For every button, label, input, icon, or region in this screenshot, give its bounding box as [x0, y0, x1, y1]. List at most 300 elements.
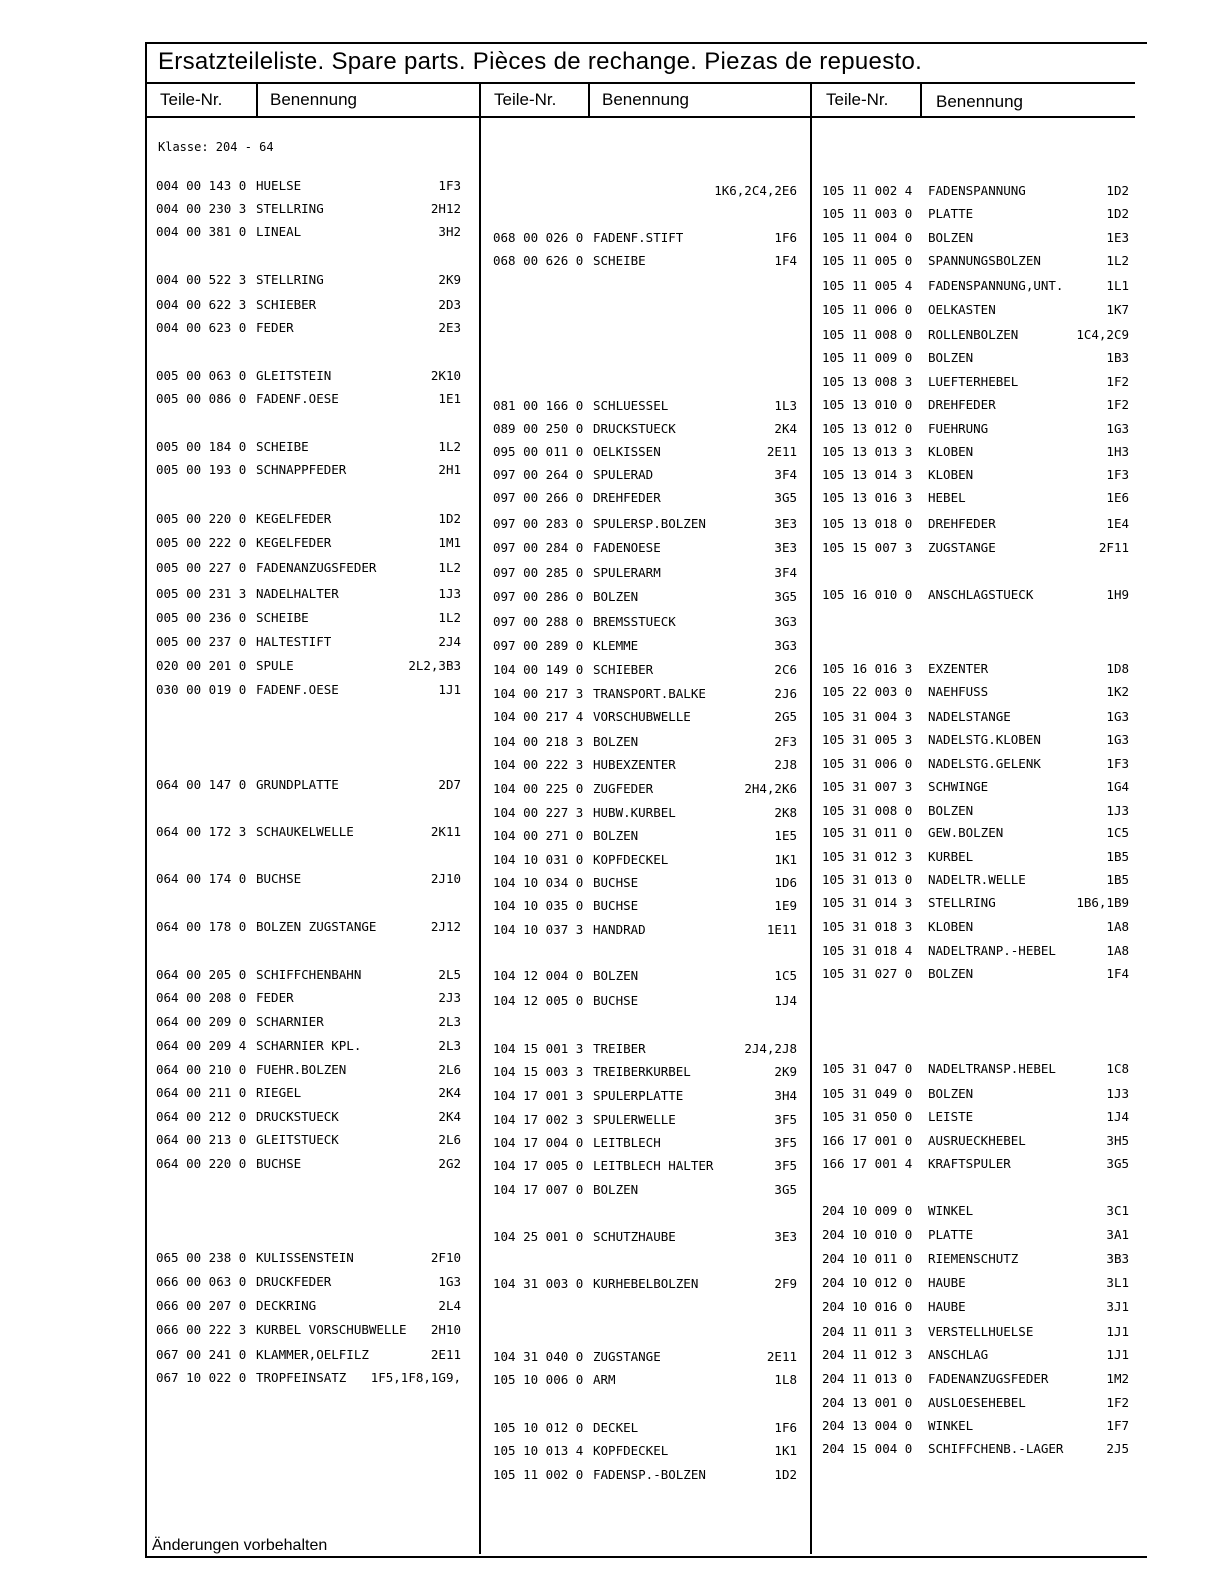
parts-column-2 [493, 0, 797, 1585]
part-name: KRAFTSPULER [928, 1156, 1011, 1171]
part-reference: 1L8 [774, 1372, 797, 1387]
part-reference: 1F7 [1106, 1418, 1129, 1433]
part-reference: 2L6 [438, 1062, 461, 1077]
part-number: 097 00 266 0 [493, 490, 584, 505]
part-name: BUCHSE [593, 993, 639, 1008]
part-number: 104 00 149 0 [493, 662, 584, 677]
part-row [822, 540, 1129, 556]
part-name: SPULERSP.BOLZEN [593, 516, 706, 531]
part-name: HALTESTIFT [256, 634, 332, 649]
part-number: 066 00 063 0 [156, 1274, 247, 1289]
part-name: FADENF.OESE [256, 682, 339, 697]
part-row [156, 658, 461, 674]
part-name: DRUCKSTUECK [593, 421, 676, 436]
part-name: LUEFTERHEBEL [928, 374, 1019, 389]
part-row [822, 1395, 1129, 1411]
part-row [493, 993, 797, 1009]
part-number: 005 00 237 0 [156, 634, 247, 649]
part-name: NADELHALTER [256, 586, 339, 601]
part-name: HEBEL [928, 490, 966, 505]
part-number: 204 15 004 0 [822, 1441, 913, 1456]
part-reference: 1F5,1F8,1G9, [370, 1370, 461, 1385]
part-reference: 2K9 [438, 272, 461, 287]
part-number: 105 10 013 4 [493, 1443, 584, 1458]
part-number: 105 11 009 0 [822, 350, 913, 365]
part-row [822, 684, 1129, 700]
part-row [493, 1276, 797, 1292]
part-name: SCHIEBER [256, 297, 317, 312]
part-reference: 3G5 [774, 589, 797, 604]
part-reference: 1L2 [1106, 253, 1129, 268]
part-number: 104 10 031 0 [493, 852, 584, 867]
part-number: 204 10 009 0 [822, 1203, 913, 1218]
part-reference: 1G3 [438, 1274, 461, 1289]
part-row [493, 638, 797, 654]
part-name: KLOBEN [928, 919, 974, 934]
part-row [156, 990, 461, 1006]
part-reference: 1C4,2C9 [1076, 327, 1129, 342]
part-number: 097 00 264 0 [493, 467, 584, 482]
part-number: 067 00 241 0 [156, 1347, 247, 1362]
part-number: 204 10 016 0 [822, 1299, 913, 1314]
part-row [822, 709, 1129, 725]
part-name: AUSLOESEHEBEL [928, 1395, 1026, 1410]
header-teile-nr-3: Teile-Nr. [826, 90, 889, 109]
part-reference: 1D6 [774, 875, 797, 890]
part-name: BOLZEN [928, 966, 974, 981]
part-number: 104 10 035 0 [493, 898, 584, 913]
part-reference: 1F4 [1106, 966, 1129, 981]
part-number: 064 00 211 0 [156, 1085, 247, 1100]
part-name: KEGELFEDER [256, 535, 332, 550]
part-reference: 2L6 [438, 1132, 461, 1147]
part-name: AUSRUECKHEBEL [928, 1133, 1026, 1148]
part-name: ARM [593, 1372, 616, 1387]
part-reference: 2H1 [438, 462, 461, 477]
part-number: 204 10 012 0 [822, 1275, 913, 1290]
part-number: 104 12 005 0 [493, 993, 584, 1008]
part-name: BUCHSE [256, 871, 302, 886]
part-reference: 2K8 [774, 805, 797, 820]
part-row [156, 439, 461, 455]
part-reference: 3G5 [1106, 1156, 1129, 1171]
part-name: RIEGEL [256, 1085, 302, 1100]
part-row [493, 1064, 797, 1080]
part-name: KLOBEN [928, 444, 974, 459]
part-row [493, 614, 797, 630]
part-row [493, 805, 797, 821]
part-row [156, 1156, 461, 1172]
part-number: 005 00 227 0 [156, 560, 247, 575]
part-row [822, 327, 1129, 343]
part-row [156, 871, 461, 887]
part-row [822, 849, 1129, 865]
part-row [822, 302, 1129, 318]
part-number: 097 00 285 0 [493, 565, 584, 580]
part-name: BUCHSE [256, 1156, 302, 1171]
header-teile-nr-1: Teile-Nr. [160, 90, 223, 109]
part-number: 004 00 623 0 [156, 320, 247, 335]
part-reference: 1J3 [1106, 803, 1129, 818]
part-reference: 1E6 [1106, 490, 1129, 505]
part-row [493, 757, 797, 773]
part-name: FUEHRUNG [928, 421, 989, 436]
part-name: DECKEL [593, 1420, 639, 1435]
part-name: KURHEBELBOLZEN [593, 1276, 699, 1291]
part-row [493, 1229, 797, 1245]
part-name: SPULERPLATTE [593, 1088, 684, 1103]
part-number: 105 13 018 0 [822, 516, 913, 531]
page-title: Ersatzteileliste. Spare parts. Pièces de rechange. Piezas de repuesto. [158, 48, 923, 75]
part-number: 166 17 001 0 [822, 1133, 913, 1148]
part-row [822, 1061, 1129, 1077]
part-reference: 2G5 [774, 709, 797, 724]
part-reference: 2H4,2K6 [744, 781, 797, 796]
part-row [822, 966, 1129, 982]
part-name: BUCHSE [593, 875, 639, 890]
part-number: 105 31 049 0 [822, 1086, 913, 1101]
part-name: BOLZEN [928, 350, 974, 365]
part-reference: 1A8 [1106, 919, 1129, 934]
part-row [822, 230, 1129, 246]
part-row [822, 732, 1129, 748]
header-benennung-1: Benennung [270, 90, 357, 109]
part-reference: 3J1 [1106, 1299, 1129, 1314]
part-row [822, 253, 1129, 269]
part-name: ZUGSTANGE [593, 1349, 661, 1364]
part-number: 105 31 012 3 [822, 849, 913, 864]
part-number: 064 00 205 0 [156, 967, 247, 982]
part-reference: 2J5 [1106, 1441, 1129, 1456]
part-number: 064 00 213 0 [156, 1132, 247, 1147]
part-reference: 3E3 [774, 516, 797, 531]
part-name: KLEMME [593, 638, 639, 653]
part-name: WINKEL [928, 1203, 974, 1218]
part-row [822, 587, 1129, 603]
part-row [822, 779, 1129, 795]
part-number: 067 10 022 0 [156, 1370, 247, 1385]
part-row [493, 922, 797, 938]
part-number: 204 10 011 0 [822, 1251, 913, 1266]
part-number: 004 00 230 3 [156, 201, 247, 216]
part-name: PLATTE [928, 206, 974, 221]
part-row [493, 662, 797, 678]
part-row [493, 398, 797, 414]
part-reference: 2J10 [430, 871, 461, 886]
part-reference: 1K6,2C4,2E6 [714, 183, 797, 198]
part-row [493, 709, 797, 725]
part-name: LINEAL [256, 224, 302, 239]
part-reference: 1D2 [1106, 206, 1129, 221]
part-number: 105 31 013 0 [822, 872, 913, 887]
part-row [493, 467, 797, 483]
part-row [493, 1158, 797, 1174]
part-row [822, 397, 1129, 413]
part-number: 066 00 222 3 [156, 1322, 247, 1337]
part-reference: 1F4 [774, 253, 797, 268]
part-reference: 1D2 [1106, 183, 1129, 198]
part-number: 104 00 217 4 [493, 709, 584, 724]
part-reference: 2J12 [430, 919, 461, 934]
part-reference: 1D2 [774, 1467, 797, 1482]
parts-column-1 [156, 0, 461, 1585]
part-row [822, 1109, 1129, 1125]
part-row [156, 919, 461, 935]
klasse-label: Klasse: 204 - 64 [158, 140, 274, 154]
part-row [822, 1324, 1129, 1340]
part-number: 068 00 626 0 [493, 253, 584, 268]
part-number: 104 00 225 0 [493, 781, 584, 796]
part-reference: 1F6 [774, 1420, 797, 1435]
column-divider-1 [479, 84, 481, 1554]
part-row [822, 467, 1129, 483]
part-number: 105 31 018 4 [822, 943, 913, 958]
part-reference: 3F4 [774, 467, 797, 482]
part-row [822, 421, 1129, 437]
part-name: GLEITSTEIN [256, 368, 332, 383]
part-name: TREIBER [593, 1041, 646, 1056]
part-reference: 1K2 [1106, 684, 1129, 699]
part-reference: 1J4 [1106, 1109, 1129, 1124]
part-name: FEDER [256, 320, 294, 335]
part-number: 097 00 288 0 [493, 614, 584, 629]
part-name: TRANSPORT.BALKE [593, 686, 706, 701]
part-reference: 1C8 [1106, 1061, 1129, 1076]
part-number: 104 15 001 3 [493, 1041, 584, 1056]
part-number: 064 00 220 0 [156, 1156, 247, 1171]
part-reference: 1G3 [1106, 732, 1129, 747]
part-reference: 1J1 [438, 682, 461, 697]
part-reference: 1K1 [774, 852, 797, 867]
part-name: BOLZEN [928, 803, 974, 818]
part-name: FADENF.STIFT [593, 230, 684, 245]
part-row [493, 1112, 797, 1128]
part-row [493, 516, 797, 532]
part-name: DECKRING [256, 1298, 317, 1313]
part-row [156, 682, 461, 698]
part-name: FADENSPANNUNG,UNT. [928, 278, 1064, 293]
part-reference: 2F10 [430, 1250, 461, 1265]
part-number: 104 00 227 3 [493, 805, 584, 820]
part-row [156, 1132, 461, 1148]
part-reference: 2F9 [774, 1276, 797, 1291]
part-row [156, 320, 461, 336]
part-name: ZUGSTANGE [928, 540, 996, 555]
part-reference: 1F3 [438, 178, 461, 193]
part-reference: 1F2 [1106, 374, 1129, 389]
part-reference: 1B6,1B9 [1076, 895, 1129, 910]
part-row [493, 230, 797, 246]
part-number: 105 16 010 0 [822, 587, 913, 602]
part-row [493, 686, 797, 702]
part-row [493, 565, 797, 581]
part-name: FADENANZUGSFEDER [928, 1371, 1049, 1386]
part-reference: 1L2 [438, 610, 461, 625]
part-row [822, 943, 1129, 959]
part-reference: 2H12 [430, 201, 461, 216]
part-row [822, 1418, 1129, 1434]
part-row [493, 734, 797, 750]
part-reference: 1E1 [438, 391, 461, 406]
part-reference: 1J3 [1106, 1086, 1129, 1101]
part-reference: 3F5 [774, 1135, 797, 1150]
part-number: 064 00 208 0 [156, 990, 247, 1005]
part-name: STELLRING [928, 895, 996, 910]
part-row [822, 516, 1129, 532]
part-row [156, 1038, 461, 1054]
part-reference: 1H3 [1106, 444, 1129, 459]
part-number: 204 11 013 0 [822, 1371, 913, 1386]
part-number: 005 00 086 0 [156, 391, 247, 406]
part-row [493, 1467, 797, 1483]
part-number: 104 10 034 0 [493, 875, 584, 890]
part-name: DRUCKFEDER [256, 1274, 332, 1289]
part-name: SCHLUESSEL [593, 398, 669, 413]
part-number: 104 31 040 0 [493, 1349, 584, 1364]
part-reference: 1J4 [774, 993, 797, 1008]
part-number: 005 00 231 3 [156, 586, 247, 601]
part-number: 005 00 184 0 [156, 439, 247, 454]
part-row [156, 391, 461, 407]
part-number: 105 11 002 0 [493, 1467, 584, 1482]
part-reference: 2L3 [438, 1038, 461, 1053]
part-reference: 1E4 [1106, 516, 1129, 531]
part-row [156, 560, 461, 576]
part-number: 005 00 063 0 [156, 368, 247, 383]
part-number: 004 00 381 0 [156, 224, 247, 239]
part-row [156, 201, 461, 217]
part-name: KOPFDECKEL [593, 1443, 669, 1458]
part-row [156, 1347, 461, 1363]
part-name: ANSCHLAGSTUECK [928, 587, 1034, 602]
part-reference: 1F2 [1106, 1395, 1129, 1410]
part-name: LEITBLECH HALTER [593, 1158, 714, 1173]
part-row [822, 919, 1129, 935]
column-divider-2 [810, 84, 812, 1554]
part-reference: 2D3 [438, 297, 461, 312]
part-name: STELLRING [256, 272, 324, 287]
part-row [493, 1041, 797, 1057]
part-reference: 2K9 [774, 1064, 797, 1079]
part-row [493, 421, 797, 437]
part-number: 004 00 622 3 [156, 297, 247, 312]
part-reference: 2J3 [438, 990, 461, 1005]
part-name: ROLLENBOLZEN [928, 327, 1019, 342]
part-name: SCHEIBE [256, 439, 309, 454]
part-row [493, 852, 797, 868]
part-number: 064 00 174 0 [156, 871, 247, 886]
part-row [156, 462, 461, 478]
part-name: SCHIEBER [593, 662, 654, 677]
part-row [822, 444, 1129, 460]
part-row [156, 967, 461, 983]
part-name: SCHIFFCHENBAHN [256, 967, 362, 982]
part-row [156, 1322, 461, 1338]
part-name: FUEHR.BOLZEN [256, 1062, 347, 1077]
part-number: 064 00 209 0 [156, 1014, 247, 1029]
part-name: PLATTE [928, 1227, 974, 1242]
part-name: SCHNAPPFEDER [256, 462, 347, 477]
header-benennung-2: Benennung [602, 90, 689, 109]
part-row [822, 183, 1129, 199]
part-reference: 1M1 [438, 535, 461, 550]
part-name: BOLZEN [593, 1182, 639, 1197]
part-number: 104 00 218 3 [493, 734, 584, 749]
part-number: 105 31 014 3 [822, 895, 913, 910]
part-number: 104 00 271 0 [493, 828, 584, 843]
part-reference: 1B3 [1106, 350, 1129, 365]
part-row [493, 1135, 797, 1151]
part-reference: 2K10 [430, 368, 461, 383]
part-name: LEISTE [928, 1109, 974, 1124]
part-number: 105 22 003 0 [822, 684, 913, 699]
part-number: 104 17 007 0 [493, 1182, 584, 1197]
part-name: DRUCKSTUECK [256, 1109, 339, 1124]
part-number: 064 00 172 3 [156, 824, 247, 839]
part-number: 064 00 212 0 [156, 1109, 247, 1124]
part-name: NADELSTG.KLOBEN [928, 732, 1041, 747]
part-name: BOLZEN ZUGSTANGE [256, 919, 377, 934]
part-row [156, 777, 461, 793]
part-row [822, 1156, 1129, 1172]
part-row [822, 1371, 1129, 1387]
part-row [822, 1299, 1129, 1315]
part-reference: 1J1 [1106, 1347, 1129, 1362]
part-name: EXZENTER [928, 661, 989, 676]
part-row [822, 1275, 1129, 1291]
part-row [493, 1420, 797, 1436]
part-row [822, 1086, 1129, 1102]
part-reference: 3L1 [1106, 1275, 1129, 1290]
part-row [156, 1250, 461, 1266]
part-reference: 2C6 [774, 662, 797, 677]
part-name: VORSCHUBWELLE [593, 709, 691, 724]
part-name: SPULERWELLE [593, 1112, 676, 1127]
part-number: 104 17 005 0 [493, 1158, 584, 1173]
part-name: FADENSP.-BOLZEN [593, 1467, 706, 1482]
part-reference: 3G3 [774, 638, 797, 653]
part-row [156, 511, 461, 527]
part-reference: 2K4 [438, 1085, 461, 1100]
part-reference: 1E3 [1106, 230, 1129, 245]
part-row [822, 895, 1129, 911]
part-name: NADELSTANGE [928, 709, 1011, 724]
part-reference: 1G3 [1106, 709, 1129, 724]
part-reference: 2L3 [438, 1014, 461, 1029]
part-reference: 3G5 [774, 490, 797, 505]
part-row [493, 490, 797, 506]
part-name: HUBEXZENTER [593, 757, 676, 772]
part-name: BOLZEN [928, 1086, 974, 1101]
part-reference: 1F6 [774, 230, 797, 245]
part-row [822, 1227, 1129, 1243]
part-name: NAEHFUSS [928, 684, 989, 699]
part-name: SCHAUKELWELLE [256, 824, 354, 839]
part-name: GLEITSTUECK [256, 1132, 339, 1147]
part-name: BREMSSTUECK [593, 614, 676, 629]
part-row [156, 272, 461, 288]
part-number: 089 00 250 0 [493, 421, 584, 436]
part-number: 068 00 026 0 [493, 230, 584, 245]
part-number: 104 31 003 0 [493, 1276, 584, 1291]
part-number: 105 13 013 3 [822, 444, 913, 459]
part-reference: 2E3 [438, 320, 461, 335]
part-row [156, 178, 461, 194]
part-reference: 3F4 [774, 565, 797, 580]
part-reference: 3H5 [1106, 1133, 1129, 1148]
part-name: STELLRING [256, 201, 324, 216]
part-name: KURBEL VORSCHUBWELLE [256, 1322, 407, 1337]
